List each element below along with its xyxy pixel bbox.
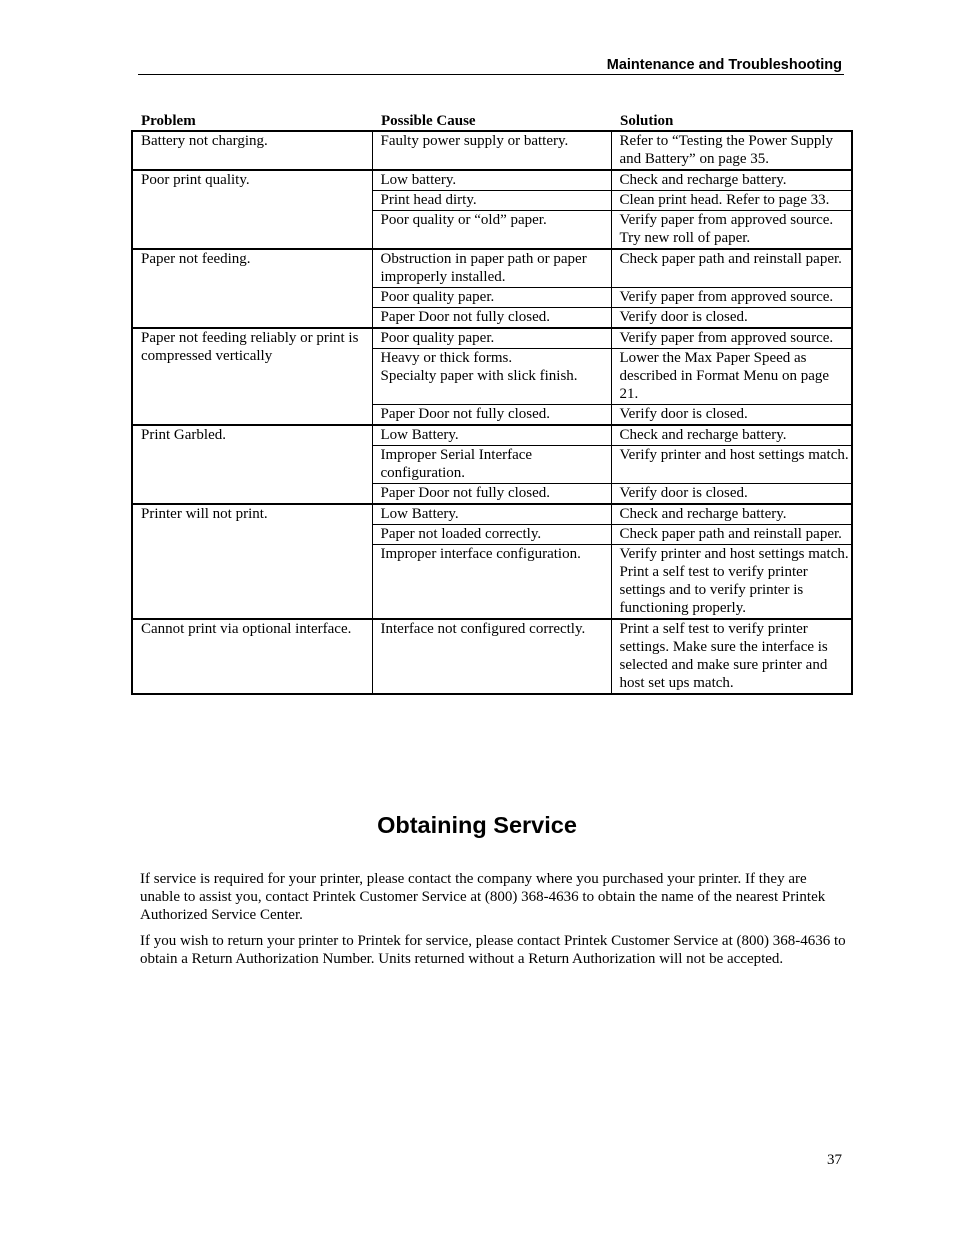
table-header-row — [132, 112, 852, 131]
troubleshooting-table-container — [131, 112, 851, 695]
solution-cell: Verify door is closed. — [611, 308, 852, 329]
problem-cell: Print Garbled. — [132, 425, 372, 504]
section-title: Maintenance and Troubleshooting — [606, 57, 842, 73]
page-number: 37 — [827, 1152, 842, 1168]
cause-cell: Print head dirty. — [372, 191, 611, 211]
table-row — [132, 504, 852, 525]
solution-cell: Verify printer and host settings match. — [611, 446, 852, 484]
cause-cell: Obstruction in paper path or paper improperly installed. — [372, 249, 611, 288]
table-row — [132, 619, 852, 694]
solution-cell: Print a self test to verify printer settings. Make sure the interface is selected and make sure printer and host set ups match. — [611, 619, 852, 694]
table-body — [132, 131, 852, 694]
table-row — [132, 131, 852, 170]
solution-cell: Verify paper from approved source. — [611, 328, 852, 349]
running-header — [138, 56, 844, 75]
solution-cell: Verify door is closed. — [611, 405, 852, 426]
table-row — [132, 425, 852, 446]
cause-cell: Faulty power supply or battery. — [372, 131, 611, 170]
solution-cell: Refer to “Testing the Power Supply and Battery” on page 35. — [611, 131, 852, 170]
cause-cell: Poor quality paper. — [372, 328, 611, 349]
cause-cell: Paper not loaded correctly. — [372, 525, 611, 545]
problem-cell: Printer will not print. — [132, 504, 372, 619]
service-paragraph-2: If you wish to return your printer to Printek for service, please contact Printek Customer Service at (800) 368-4636 to obtain a Return Authorization Number. Units returned without a Return Authorization will not be accepted. — [140, 933, 846, 967]
solution-cell: Verify paper from approved source. Try new roll of paper. — [611, 211, 852, 250]
cause-cell: Low Battery. — [372, 504, 611, 525]
solution-cell: Verify printer and host settings match. Print a self test to verify printer settings and to verify printer is functioning properly. — [611, 545, 852, 620]
cause-cell: Low Battery. — [372, 425, 611, 446]
table-row — [132, 249, 852, 288]
problem-cell: Paper not feeding reliably or print is compressed vertically — [132, 328, 372, 425]
cause-cell: Improper interface configuration. — [372, 545, 611, 620]
cause-cell: Improper Serial Interface configuration. — [372, 446, 611, 484]
table-row — [132, 170, 852, 191]
problem-cell: Poor print quality. — [132, 170, 372, 249]
problem-cell: Paper not feeding. — [132, 249, 372, 328]
solution-cell: Check paper path and reinstall paper. — [611, 249, 852, 288]
column-header-solution: Solution — [611, 112, 852, 131]
solution-cell: Check and recharge battery. — [611, 504, 852, 525]
troubleshooting-table — [131, 112, 853, 695]
cause-cell: Paper Door not fully closed. — [372, 308, 611, 329]
cause-cell: Poor quality paper. — [372, 288, 611, 308]
solution-cell: Verify paper from approved source. — [611, 288, 852, 308]
cause-cell: Paper Door not fully closed. — [372, 405, 611, 426]
column-header-problem: Problem — [132, 112, 372, 131]
section-heading: Obtaining Service — [377, 812, 577, 838]
solution-cell: Verify door is closed. — [611, 484, 852, 505]
solution-cell: Check and recharge battery. — [611, 170, 852, 191]
solution-cell: Check and recharge battery. — [611, 425, 852, 446]
problem-cell: Battery not charging. — [132, 131, 372, 170]
solution-cell: Clean print head. Refer to page 33. — [611, 191, 852, 211]
cause-cell: Heavy or thick forms. Specialty paper with slick finish. — [372, 349, 611, 405]
problem-cell: Cannot print via optional interface. — [132, 619, 372, 694]
cause-cell: Poor quality or “old” paper. — [372, 211, 611, 250]
service-paragraph-1: If service is required for your printer, please contact the company where you purchased your printer. If they are unable to assist you, contact Printek Customer Service at (800) 368-4636 to obtain the name of the nearest Printek Authorized Service Center. — [140, 871, 826, 923]
column-header-cause: Possible Cause — [372, 112, 611, 131]
cause-cell: Low battery. — [372, 170, 611, 191]
solution-cell: Check paper path and reinstall paper. — [611, 525, 852, 545]
table-row — [132, 328, 852, 349]
solution-cell: Lower the Max Paper Speed as described in Format Menu on page 21. — [611, 349, 852, 405]
cause-cell: Interface not configured correctly. — [372, 619, 611, 694]
cause-cell: Paper Door not fully closed. — [372, 484, 611, 505]
